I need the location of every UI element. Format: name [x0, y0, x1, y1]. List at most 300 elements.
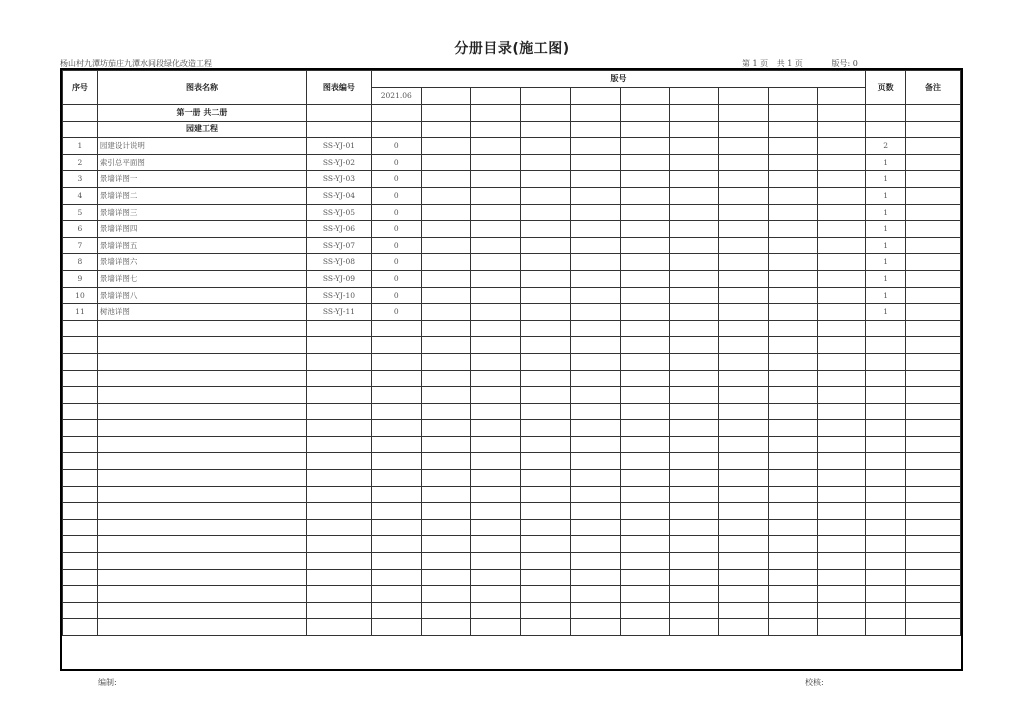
row-code [307, 320, 372, 337]
row-version: 0 [371, 254, 421, 271]
version-cell [620, 420, 670, 437]
version-cell [421, 138, 471, 155]
row-pages [866, 602, 906, 619]
version-cell [471, 105, 521, 122]
version-cell [768, 287, 817, 304]
row-seq: 10 [63, 287, 98, 304]
version-cell [719, 436, 769, 453]
version-cell [670, 470, 719, 487]
row-seq [63, 105, 98, 122]
row-code [307, 387, 372, 404]
row-name [97, 387, 306, 404]
version-cell [719, 304, 769, 321]
version-cell [719, 121, 769, 138]
row-code [307, 586, 372, 603]
version-cell [620, 337, 670, 354]
row-seq [63, 403, 98, 420]
version-cell [817, 403, 866, 420]
row-pages [866, 436, 906, 453]
version-cell [521, 237, 571, 254]
version-cell [521, 204, 571, 221]
version-cell [421, 503, 471, 520]
version-cell [421, 88, 471, 105]
row-seq [63, 453, 98, 470]
version-cell [817, 436, 866, 453]
row-remark [906, 221, 961, 238]
version-cell [817, 121, 866, 138]
version-cell [421, 154, 471, 171]
row-pages: 1 [866, 304, 906, 321]
version-cell [521, 569, 571, 586]
version-cell [521, 287, 571, 304]
version-cell [421, 453, 471, 470]
version-cell [521, 619, 571, 636]
row-name [97, 553, 306, 570]
row-version: 0 [371, 154, 421, 171]
row-pages: 1 [866, 287, 906, 304]
table-row [63, 436, 961, 453]
version-cell [521, 470, 571, 487]
version-cell [719, 453, 769, 470]
table-row [63, 221, 961, 238]
row-seq: 4 [63, 187, 98, 204]
row-code: SS-YJ-03 [307, 171, 372, 188]
row-version [371, 387, 421, 404]
version-cell [670, 171, 719, 188]
version-cell [471, 171, 521, 188]
row-version: 0 [371, 304, 421, 321]
row-code [307, 370, 372, 387]
version-cell [620, 287, 670, 304]
version-cell [471, 586, 521, 603]
version-cell [570, 553, 620, 570]
row-version [371, 337, 421, 354]
version-cell [670, 602, 719, 619]
version-cell [620, 254, 670, 271]
row-remark [906, 553, 961, 570]
version-cell [719, 420, 769, 437]
version-cell [421, 121, 471, 138]
version-cell [421, 586, 471, 603]
row-remark [906, 453, 961, 470]
version-cell [719, 569, 769, 586]
version-cell [521, 254, 571, 271]
row-code [307, 503, 372, 520]
row-version [371, 569, 421, 586]
version-cell [570, 254, 620, 271]
version-cell [670, 320, 719, 337]
row-name [97, 436, 306, 453]
row-version: 0 [371, 270, 421, 287]
row-name [97, 453, 306, 470]
version-cell [521, 88, 571, 105]
version-cell [817, 420, 866, 437]
version-cell [421, 536, 471, 553]
row-code: SS-YJ-06 [307, 221, 372, 238]
version-cell [521, 403, 571, 420]
version-cell [471, 221, 521, 238]
row-remark [906, 204, 961, 221]
row-seq [63, 619, 98, 636]
version-cell [670, 569, 719, 586]
row-version: 0 [371, 138, 421, 155]
version-cell [421, 519, 471, 536]
version-cell [421, 337, 471, 354]
version-cell [570, 353, 620, 370]
row-seq: 1 [63, 138, 98, 155]
version-cell [768, 237, 817, 254]
row-remark [906, 569, 961, 586]
row-code [307, 403, 372, 420]
version-cell [421, 287, 471, 304]
version-cell [421, 254, 471, 271]
row-version [371, 519, 421, 536]
version-cell [570, 320, 620, 337]
row-seq: 8 [63, 254, 98, 271]
version-cell [570, 470, 620, 487]
version-cell [670, 270, 719, 287]
row-seq [63, 370, 98, 387]
version-cell [719, 237, 769, 254]
version-cell [670, 420, 719, 437]
row-seq [63, 420, 98, 437]
row-pages: 1 [866, 187, 906, 204]
row-remark [906, 387, 961, 404]
version-cell [570, 420, 620, 437]
row-version [371, 586, 421, 603]
version-cell [670, 105, 719, 122]
version-cell [719, 138, 769, 155]
version-cell [620, 105, 670, 122]
row-name [97, 486, 306, 503]
version-cell [719, 337, 769, 354]
row-code [307, 486, 372, 503]
version-cell [570, 453, 620, 470]
row-remark [906, 187, 961, 204]
row-pages [866, 353, 906, 370]
version-cell [471, 154, 521, 171]
version-cell [719, 387, 769, 404]
row-name: 景墙详图四 [97, 221, 306, 238]
version-cell [521, 553, 571, 570]
row-pages [866, 519, 906, 536]
row-remark [906, 171, 961, 188]
table-row [63, 503, 961, 520]
version-cell [521, 320, 571, 337]
version-cell [421, 569, 471, 586]
version-cell [817, 204, 866, 221]
version-cell [570, 287, 620, 304]
version-cell [471, 387, 521, 404]
version-cell [521, 586, 571, 603]
version-cell [521, 171, 571, 188]
version-cell [768, 187, 817, 204]
version-cell [768, 270, 817, 287]
row-code: SS-YJ-05 [307, 204, 372, 221]
version-cell [768, 403, 817, 420]
catalog-sheet [60, 68, 963, 671]
version-cell [817, 486, 866, 503]
row-seq [63, 519, 98, 536]
row-name: 景墙详图三 [97, 204, 306, 221]
version-cell [817, 337, 866, 354]
version-cell [670, 619, 719, 636]
version-cell [719, 270, 769, 287]
version-cell [670, 436, 719, 453]
version-cell [471, 536, 521, 553]
version-cell [817, 171, 866, 188]
version-cell [570, 619, 620, 636]
version-cell [768, 221, 817, 238]
row-remark [906, 486, 961, 503]
row-name: 园建工程 [97, 121, 306, 138]
row-remark [906, 237, 961, 254]
version-cell [620, 304, 670, 321]
row-name: 园建设计说明 [97, 138, 306, 155]
table-row [63, 586, 961, 603]
row-remark [906, 586, 961, 603]
version-cell [719, 171, 769, 188]
version-cell [670, 387, 719, 404]
version-cell [817, 553, 866, 570]
version-cell [570, 519, 620, 536]
row-remark [906, 154, 961, 171]
version-cell [768, 586, 817, 603]
version-cell [570, 204, 620, 221]
version-cell [421, 370, 471, 387]
version-cell [719, 287, 769, 304]
version-cell [670, 138, 719, 155]
version-cell [471, 602, 521, 619]
version-label: 版号: 0 [831, 59, 858, 68]
version-cell [471, 436, 521, 453]
version-cell [471, 353, 521, 370]
version-cell [670, 187, 719, 204]
version-cell [719, 536, 769, 553]
version-cell [570, 237, 620, 254]
table-row [63, 270, 961, 287]
row-seq: 2 [63, 154, 98, 171]
row-pages: 1 [866, 221, 906, 238]
version-cell [670, 88, 719, 105]
version-cell [521, 221, 571, 238]
row-name [97, 470, 306, 487]
row-seq: 3 [63, 171, 98, 188]
row-name: 索引总平面图 [97, 154, 306, 171]
version-cell [570, 436, 620, 453]
version-cell [817, 453, 866, 470]
version-cell [521, 121, 571, 138]
version-cell [471, 254, 521, 271]
version-cell [817, 536, 866, 553]
table-row [63, 403, 961, 420]
version-cell [620, 602, 670, 619]
row-seq: 9 [63, 270, 98, 287]
version-cell [521, 387, 571, 404]
row-seq [63, 553, 98, 570]
version-cell [521, 370, 571, 387]
version-cell [670, 586, 719, 603]
version-cell [768, 387, 817, 404]
version-cell [719, 154, 769, 171]
row-pages [866, 553, 906, 570]
table-row [63, 453, 961, 470]
row-seq [63, 486, 98, 503]
row-name [97, 536, 306, 553]
version-cell [817, 353, 866, 370]
version-cell [620, 370, 670, 387]
row-version: 0 [371, 204, 421, 221]
row-pages [866, 337, 906, 354]
version-cell [620, 237, 670, 254]
version-cell [719, 88, 769, 105]
version-cell [471, 453, 521, 470]
version-cell [719, 353, 769, 370]
version-cell [817, 619, 866, 636]
row-name: 景墙详图一 [97, 171, 306, 188]
row-remark [906, 270, 961, 287]
row-remark [906, 436, 961, 453]
version-cell [620, 519, 670, 536]
version-cell [768, 254, 817, 271]
table-row [63, 287, 961, 304]
version-cell [817, 387, 866, 404]
row-pages [866, 503, 906, 520]
version-cell [768, 619, 817, 636]
version-cell [670, 453, 719, 470]
version-cell [768, 204, 817, 221]
version-cell [620, 486, 670, 503]
catalog-table [62, 70, 961, 636]
table-row [63, 602, 961, 619]
row-code [307, 105, 372, 122]
row-code [307, 536, 372, 553]
table-row [63, 171, 961, 188]
version-cell [768, 453, 817, 470]
row-seq: 6 [63, 221, 98, 238]
version-cell [768, 88, 817, 105]
version-cell [670, 553, 719, 570]
version-cell [421, 553, 471, 570]
row-pages [866, 586, 906, 603]
row-remark [906, 304, 961, 321]
version-cell [620, 586, 670, 603]
version-cell [570, 403, 620, 420]
row-code: SS-YJ-09 [307, 270, 372, 287]
row-version: 0 [371, 287, 421, 304]
row-pages: 2 [866, 138, 906, 155]
table-row [63, 154, 961, 171]
version-cell [719, 519, 769, 536]
row-name [97, 320, 306, 337]
prepared-by-label: 编制: [98, 678, 117, 687]
table-row [63, 569, 961, 586]
version-cell [670, 519, 719, 536]
row-version [371, 602, 421, 619]
version-cell [817, 519, 866, 536]
row-code [307, 337, 372, 354]
version-cell [471, 187, 521, 204]
header-seq: 序号 [63, 71, 98, 105]
version-cell [570, 154, 620, 171]
row-name [97, 370, 306, 387]
version-cell [570, 187, 620, 204]
version-cell [620, 503, 670, 520]
row-code [307, 553, 372, 570]
version-cell [521, 304, 571, 321]
version-cell [570, 536, 620, 553]
version-cell [670, 536, 719, 553]
version-cell [768, 470, 817, 487]
version-cell [817, 105, 866, 122]
row-version: 0 [371, 237, 421, 254]
version-cell [817, 187, 866, 204]
row-code: SS-YJ-11 [307, 304, 372, 321]
table-row [63, 304, 961, 321]
version-cell [521, 337, 571, 354]
header-code: 图表编号 [307, 71, 372, 105]
version-cell [670, 287, 719, 304]
version-cell [817, 221, 866, 238]
version-cell [670, 503, 719, 520]
version-cell [620, 270, 670, 287]
row-version [371, 486, 421, 503]
row-remark [906, 519, 961, 536]
version-cell [670, 121, 719, 138]
version-cell [768, 171, 817, 188]
row-remark [906, 420, 961, 437]
version-cell [570, 569, 620, 586]
version-cell [471, 287, 521, 304]
version-cell [768, 353, 817, 370]
version-cell [421, 204, 471, 221]
version-cell [817, 370, 866, 387]
version-cell [521, 105, 571, 122]
page-number: 第 1 页 [742, 59, 769, 68]
row-pages [866, 320, 906, 337]
version-cell [817, 237, 866, 254]
version-cell [817, 138, 866, 155]
version-cell [768, 154, 817, 171]
version-cell [471, 619, 521, 636]
row-pages [866, 486, 906, 503]
version-cell [768, 436, 817, 453]
version-cell [719, 619, 769, 636]
row-version [371, 370, 421, 387]
row-seq [63, 387, 98, 404]
version-cell [421, 436, 471, 453]
version-cell [471, 121, 521, 138]
version-cell [719, 187, 769, 204]
version-cell [521, 436, 571, 453]
version-cell [421, 304, 471, 321]
row-seq [63, 353, 98, 370]
row-remark [906, 602, 961, 619]
table-row [63, 337, 961, 354]
version-cell [719, 204, 769, 221]
row-pages [866, 387, 906, 404]
version-cell [421, 470, 471, 487]
row-pages [866, 420, 906, 437]
row-code: SS-YJ-07 [307, 237, 372, 254]
version-cell [521, 602, 571, 619]
header-name: 图表名称 [97, 71, 306, 105]
row-version [371, 453, 421, 470]
row-remark [906, 320, 961, 337]
row-seq [63, 586, 98, 603]
version-cell [817, 586, 866, 603]
row-seq [63, 569, 98, 586]
